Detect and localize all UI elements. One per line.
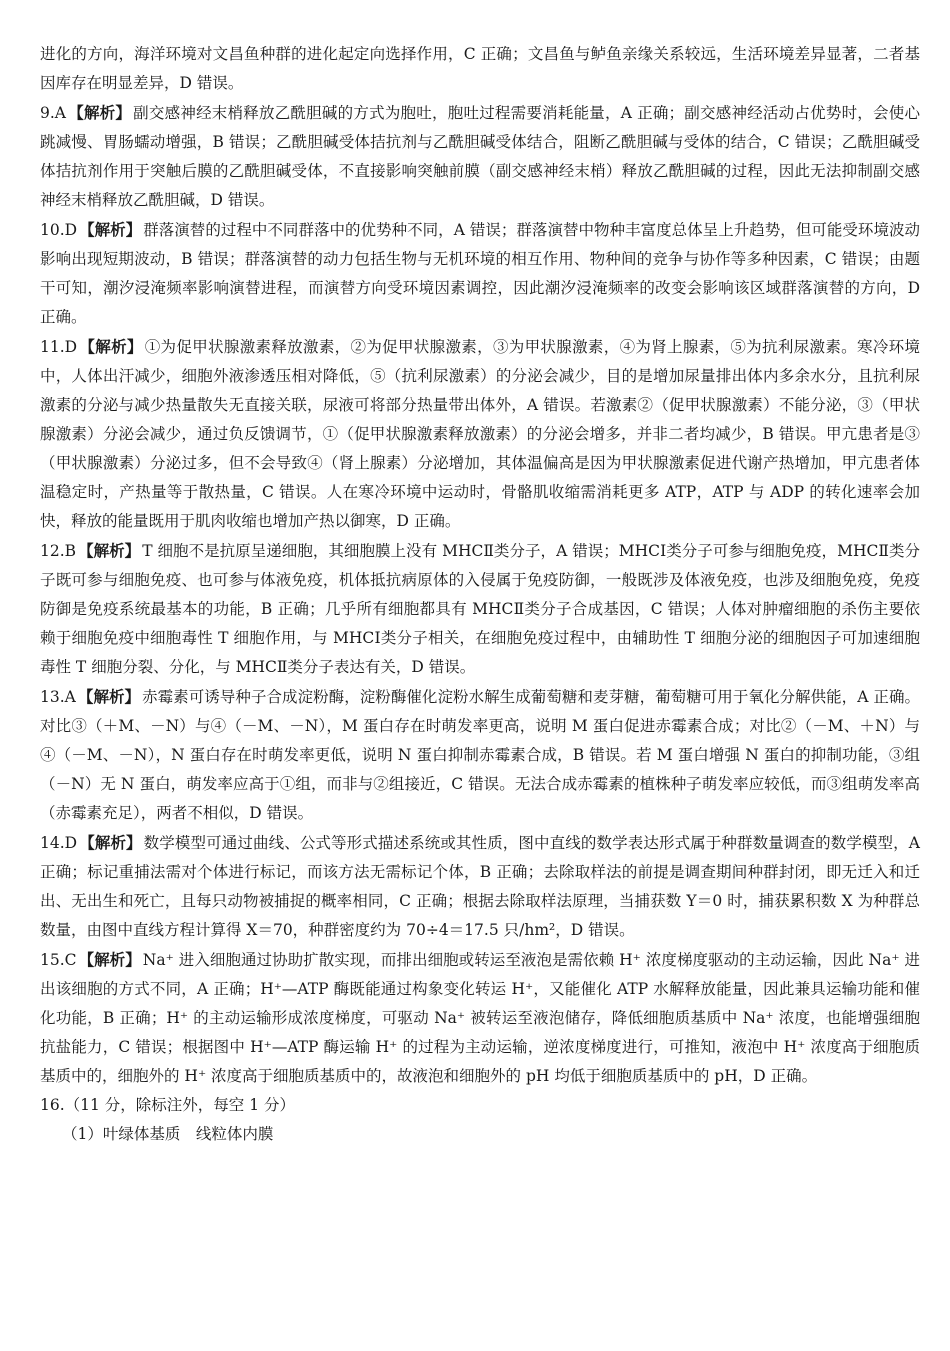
answer-choice: A bbox=[64, 688, 76, 706]
analysis-text: 群落演替的过程中不同群落中的优势种不同，A 错误；群落演替中物种丰富度总体呈上升趋势，但可能受环境波动影响出现短期波动，B 错误；群落演替的动力包括生物与无机环境的相互作用、物种间的竞争与协作等多种因素，C 错误；由题干可知，潮汐浸淹频率影响演替进程，而演替方向受环境因素调控，因此潮汐浸淹频率的改变会影响该区域群落演替的方向，D 正确。 bbox=[40, 221, 920, 326]
question-number: 14. bbox=[40, 834, 65, 852]
answer-choice: D bbox=[64, 221, 78, 239]
analysis-text: 赤霉素可诱导种子合成淀粉酶，淀粉酶催化淀粉水解生成葡萄糖和麦芽糖，葡萄糖可用于氧化分解供能，A 正确。对比③（＋M、－N）与④（－M、－N），M 蛋白存在时萌发率更高，说明 M 蛋白促进赤霉素合成；对比②（－M、＋N）与④（－M、－N），N 蛋白存在时萌发率更低，说明 N 蛋白抑制赤霉素合成，B 错误。若 M 蛋白增强 N 蛋白的抑制功能，③组（－N）无 N 蛋白，萌发率应高于①组，而非与②组接近，C 错误。无法合成赤霉素的植株种子萌发率应较低，而③组萌发率高（赤霉素充足），两者不相似，D 错误。 bbox=[40, 688, 920, 822]
analysis-text: 副交感神经末梢释放乙酰胆碱的方式为胞吐，胞吐过程需要消耗能量，A 正确；副交感神经活动占优势时，会使心跳减慢、胃肠蠕动增强，B 错误；乙酰胆碱受体拮抗剂与乙酰胆碱受体结合，阻断乙酰胆碱与受体的结合，C 错误；乙酰胆碱受体拮抗剂作用于突触后膜的乙酰胆碱受体，不直接影响突触前膜（副交感神经末梢）释放乙酰胆碱的过程，因此无法抑制副交感神经末梢释放乙酰胆碱，D 错误。 bbox=[40, 104, 920, 209]
answer-9 bbox=[40, 98, 920, 215]
analysis-text: 数学模型可通过曲线、公式等形式描述系统或其性质，图中直线的数学表达形式属于种群数量调查的数学模型，A 正确；标记重捕法需对个体进行标记，而该方法无需标记个体，B 正确；去除取样法的前提是调查期间种群封闭，即无迁入和迁出、无出生和死亡，且每只动物被捕捉的概率相同，C 正确；根据去除取样法原理，当捕获数 Y＝0 时，捕获累积数 X 为种群总数量，由图中直线方程计算得 X＝70，种群密度约为 70÷4＝17.5 只/hm²，D 错误。 bbox=[40, 834, 920, 939]
question-number: 10. bbox=[40, 221, 65, 239]
question-number: 15. bbox=[40, 951, 65, 969]
answer-10 bbox=[40, 215, 920, 332]
answer-choice: D bbox=[64, 338, 78, 356]
previous-answer-continuation: 进化的方向，海洋环境对文昌鱼种群的进化起定向选择作用，C 正确；文昌鱼与鲈鱼亲缘关系较远，生活环境差异显著，二者基因库存在明显差异，D 错误。 bbox=[40, 45, 920, 92]
answer-16-header: 16.（11 分，除标注外，每空 1 分） bbox=[40, 1096, 296, 1114]
analysis-tag: 【解析】 bbox=[79, 833, 142, 852]
answer-13 bbox=[40, 682, 920, 828]
answer-15 bbox=[40, 945, 920, 1091]
question-number: 9. bbox=[40, 104, 55, 122]
answer-choice: B bbox=[64, 542, 77, 560]
analysis-text: T 细胞不是抗原呈递细胞，其细胞膜上没有 MHCⅡ类分子，A 错误；MHCⅠ类分子可参与细胞免疫，MHCⅡ类分子既可参与细胞免疫、也可参与体液免疫，机体抵抗病原体的入侵属于免疫防御，一般既涉及体液免疫，也涉及细胞免疫，免疫防御是免疫系统最基本的功能，B 正确；几乎所有细胞都具有 MHCⅡ类分子合成基因，C 错误；人体对肿瘤细胞的杀伤主要依赖于细胞免疫中细胞毒性 T 细胞作用，与 MHCⅠ类分子相关，在细胞免疫过程中，由辅助性 T 细胞分泌的细胞因子可加速细胞毒性 T 细胞分裂、分化，与 MHCⅡ类分子表达有关，D 错误。 bbox=[40, 542, 920, 676]
analysis-text: Na⁺ 进入细胞通过协助扩散实现，而排出细胞或转运至液泡是需依赖 H⁺ 浓度梯度驱动的主动运输，因此 Na⁺ 进出该细胞的方式不同，A 正确；H⁺—ATP 酶既能通过构象变化转运 H⁺，又能催化 ATP 水解释放能量，因此兼具运输功能和催化功能，B 正确；H⁺ 的主动运输形成浓度梯度，可驱动 Na⁺ 被转运至液泡储存，降低细胞质基质中 Na⁺ 浓度，也能增强细胞抗盐能力，C 错误；根据图中 H⁺—ATP 酶运输 H⁺ 的过程为主动运输，逆浓度梯度进行，可推知，液泡中 H⁺ 浓度高于细胞质基质中的，细胞外的 H⁺ 浓度高于细胞质基质中的，故液泡和细胞外的 pH 均低于细胞质基质中的 pH，D 正确。 bbox=[40, 951, 920, 1085]
analysis-tag: 【解析】 bbox=[78, 541, 141, 560]
question-number: 11. bbox=[40, 338, 65, 356]
answer-choice: D bbox=[64, 834, 78, 852]
answer-content bbox=[40, 40, 920, 1149]
answer-14 bbox=[40, 828, 920, 945]
question-number: 12. bbox=[40, 542, 65, 560]
answer-11 bbox=[40, 332, 920, 536]
answer-choice: C bbox=[64, 951, 77, 969]
analysis-tag: 【解析】 bbox=[78, 950, 141, 969]
question-number: 13. bbox=[40, 688, 65, 706]
answer-12 bbox=[40, 536, 920, 682]
analysis-tag: 【解析】 bbox=[79, 220, 142, 239]
analysis-text: ①为促甲状腺激素释放激素，②为促甲状腺激素，③为甲状腺激素，④为肾上腺素，⑤为抗利尿激素。寒冷环境中，人体出汗减少，细胞外液渗透压相对降低，⑤（抗利尿激素）的分泌会减少，目的是增加尿量排出体内多余水分，且抗利尿激素的分泌与减少热量散失无直接关联，尿液可将部分热量带出体外，A 错误。若激素②（促甲状腺激素）不能分泌，③（甲状腺激素）分泌会减少，通过负反馈调节，①（促甲状腺激素释放激素）的分泌会增多，并非二者均减少，B 错误。甲亢患者是③（甲状腺激素）分泌过多，但不会导致④（肾上腺素）分泌增加，其体温偏高是因为甲状腺激素促进代谢产热增加，甲亢患者体温稳定时，产热量等于散热量，C 错误。人在寒冷环境中运动时，骨骼肌收缩需消耗更多 ATP，ATP 与 ADP 的转化速率会加快，释放的能量既用于肌肉收缩也增加产热以御寒，D 正确。 bbox=[40, 338, 920, 530]
analysis-tag: 【解析】 bbox=[68, 103, 132, 122]
answer-choice: A bbox=[54, 104, 66, 122]
analysis-tag: 【解析】 bbox=[79, 337, 143, 356]
answer-16-part-1: （1）叶绿体基质 线粒体内膜 bbox=[62, 1125, 274, 1143]
analysis-tag: 【解析】 bbox=[77, 687, 141, 706]
